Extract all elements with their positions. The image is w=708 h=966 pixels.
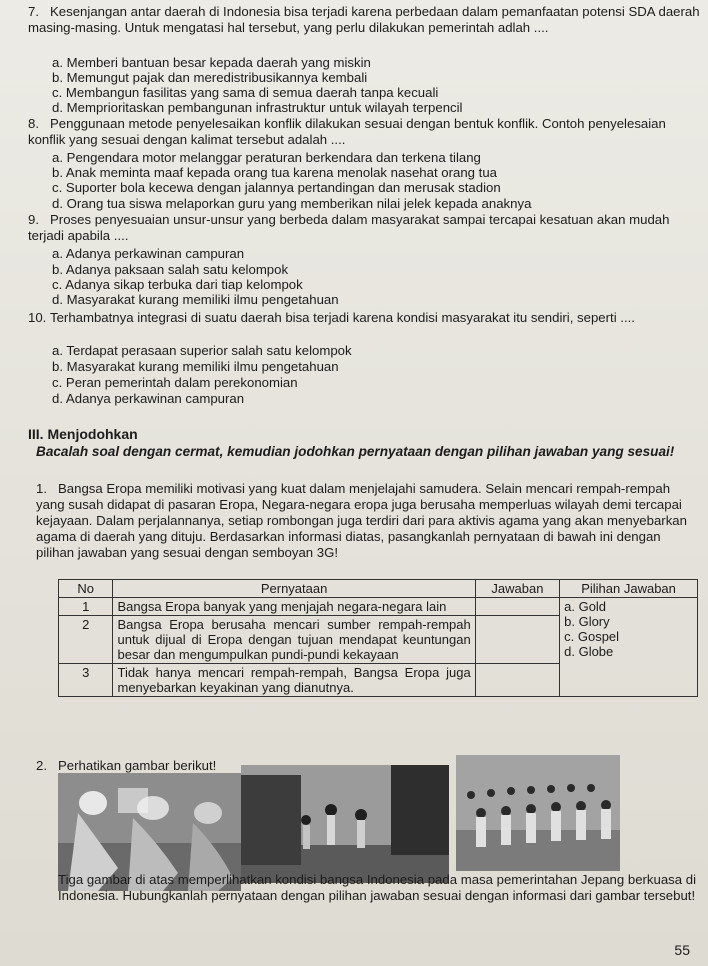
q7-option-a: a. Memberi bantuan besar kepada daerah yang miskin [52,55,371,70]
q9-option-a: a. Adanya perkawinan campuran [52,246,245,261]
question-7 [28,4,700,35]
answer-cell[interactable] [475,664,559,697]
choice-a: a. Gold [564,599,607,614]
header-answer: Jawaban [475,580,559,598]
page-number: 55 [674,942,690,958]
q10-option-a: a. Terdapat perasaan superior salah satu kelompok [52,343,352,358]
answer-cell[interactable] [475,598,559,616]
q9-option-b: b. Adanya paksaan salah satu kelompok [52,262,289,277]
q10-option-b: b. Masyarakat kurang memiliki ilmu pengetahuan [52,359,339,374]
q7-option-d: d. Memprioritaskan pembangunan infrastruktur untuk wilayah terpencil [52,100,463,115]
table-row [59,598,698,616]
choices-cell [560,598,698,697]
photo-marching-soldiers-icon [456,755,620,871]
q8-option-b: b. Anak meminta maaf kepada orang tua karena menolak nasehat orang tua [52,165,498,180]
q8-option-a: a. Pengendara motor melanggar peraturan berkendara dan terkena tilang [52,150,481,165]
row-statement: Tidak hanya mencari rempah-rempah, Bangsa Eropa juga menyebarkan keyakinan yang dianutnya. [113,664,475,697]
item-text: Bangsa Eropa memiliki motivasi yang kuat dalam menjelajahi samudera. Selain mencari rempah-rempah yang susah didapat di pasaran Eropa, Negara-negara eropa juga berusaha memperluas wilayah demi tercapai kejayaan. Dalam perjalannanya, setiap rombongan juga terdiri dari para aktivis agama yang akan menyebarkan agama di daerah yang dituju. Berdasarkan informasi diatas, pasangkanlah pernyataan di bawah ini dengan pilihan jawaban yang sesuai dengan semboyan 3G! [36,481,687,560]
q7-option-b: b. Memungut pajak dan meredistribusikannya kembali [52,70,368,85]
section-instruction: Bacalah soal dengan cermat, kemudian jodohkan pernyataan dengan pilihan jawaban yang sesuai! [36,444,675,459]
question-number: 9. [28,212,39,227]
historical-photo-2 [241,765,449,883]
header-choices: Pilihan Jawaban [560,580,698,598]
q8-option-c: c. Suporter bola kecewa dengan jalannya pertandingan dan merusak stadion [52,180,501,195]
q9-option-c: c. Adanya sikap terbuka dari tiap kelompok [52,277,303,292]
matching-item-1 [36,481,698,561]
question-number: 8. [28,116,39,131]
q9-option-d: d. Masyarakat kurang memiliki ilmu pengetahuan [52,292,339,307]
photo-forced-labor-icon [241,765,449,883]
item-text: Perhatikan gambar berikut! [58,758,217,773]
header-statement: Pernyataan [113,580,475,598]
question-number: 7. [28,4,39,19]
q7-option-c: c. Membangun fasilitas yang sama di semua daerah tanpa kecuali [52,85,439,100]
q10-option-d: d. Adanya perkawinan campuran [52,391,245,406]
question-text: Proses penyesuaian unsur-unsur yang berbeda dalam masyarakat sampai tercapai kesatuan akan mudah terjadi apabila .... [28,212,670,243]
q8-option-d: d. Orang tua siswa melaporkan guru yang memberikan nilai jelek kepada anaknya [52,196,532,211]
question-10 [28,310,700,326]
row-number: 2 [59,616,113,664]
item-number: 1. [36,481,47,496]
header-no: No [59,580,113,598]
table-header-row [59,580,698,598]
section-heading: III. Menjodohkan [28,426,138,442]
answer-cell[interactable] [475,616,559,664]
historical-photo-3 [456,755,620,871]
matching-item-2 [36,758,216,774]
row-number: 1 [59,598,113,616]
question-text: Terhambatnya integrasi di suatu daerah bisa terjadi karena kondisi masyarakat itu sendiri, seperti .... [50,310,635,325]
question-text: Penggunaan metode penyelesaikan konflik dilakukan sesuai dengan bentuk konflik. Contoh penyelesaian konflik yang sesuai dengan kalimat tersebut adalah .... [28,116,666,147]
choice-d: d. Globe [564,644,614,659]
q10-option-c: c. Peran pemerintah dalam perekonomian [52,375,298,390]
row-statement: Bangsa Eropa berusaha mencari sumber rempah-rempah untuk dijual di Eropa dengan tujuan mendapat keuntungan besar dan mengumpulkan pundi-pundi kekayaan [113,616,475,664]
choice-c: c. Gospel [564,629,620,644]
question-9 [28,212,700,243]
matching-table [58,579,698,697]
item-number: 2. [36,758,47,773]
question-text: Kesenjangan antar daerah di Indonesia bisa terjadi karena perbedaan dalam pemanfaatan potensi SDA daerah masing-masing. Untuk mengatasi hal tersebut, yang perlu dilakukan pemerintah adlah .... [28,4,700,35]
question-8 [28,116,700,147]
row-number: 3 [59,664,113,697]
photo-caption: Tiga gambar di atas memperlihatkan kondisi bangsa Indonesia pada masa pemerintahan Jepang berkuasa di Indonesia. Hubungkanlah pernyataan dengan pilihan jawaban sesuai dengan informasi dari gambar tersebut! [58,872,697,903]
row-statement: Bangsa Eropa banyak yang menjajah negara-negara lain [113,598,475,616]
question-number: 10. [28,310,47,325]
choice-b: b. Glory [564,614,610,629]
